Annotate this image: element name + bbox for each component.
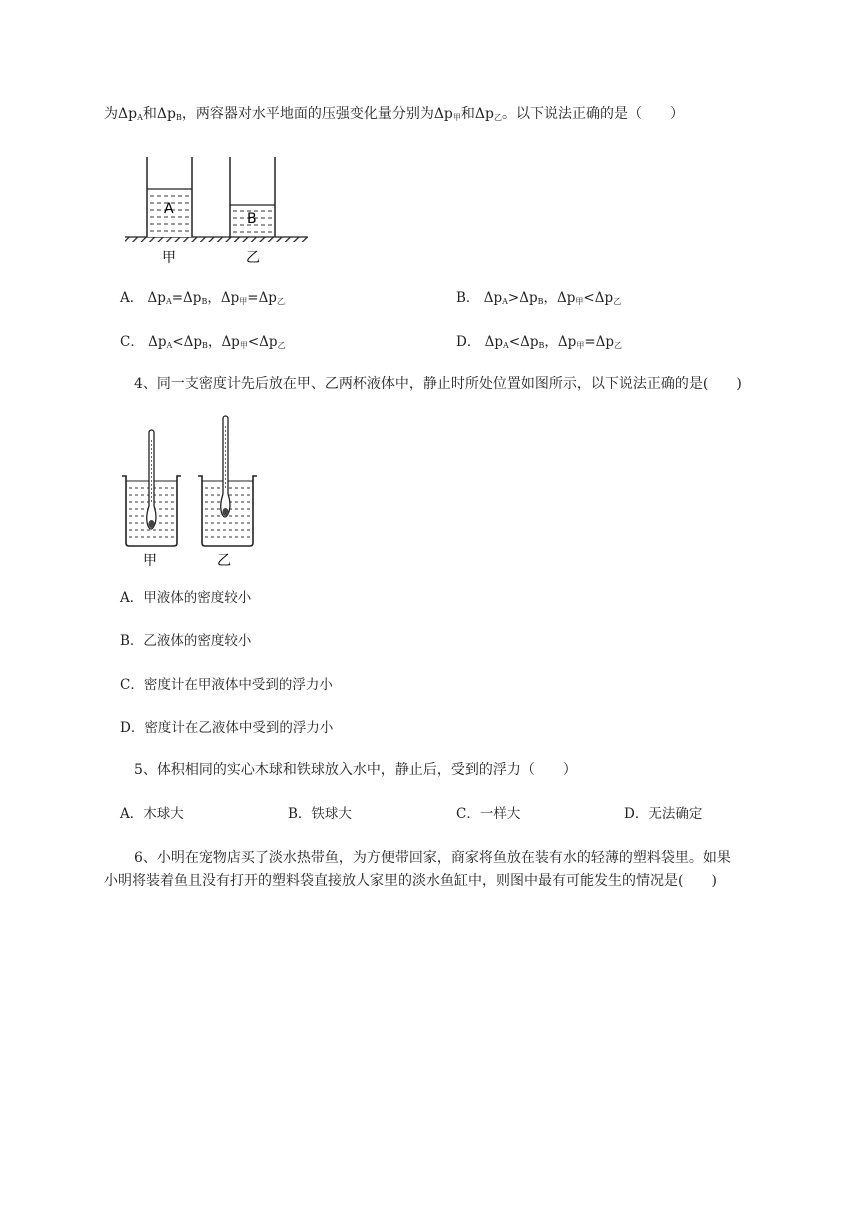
sub-a: A: [165, 297, 172, 306]
sub-b: B: [538, 341, 545, 350]
option-letter: A．: [120, 290, 144, 306]
dp: Δp: [595, 334, 615, 350]
q4-stem: 4、同一支密度计先后放在甲、乙两杯液体中，静止时所处位置如图所示，以下说法正确的是( ): [134, 376, 742, 392]
q6-stem-line1: 6、小明在宠物店买了淡水热带鱼，为方便带回家，商家将鱼放在装有水的轻薄的塑料袋里。如果: [134, 850, 731, 866]
dp: Δp: [483, 290, 503, 306]
stem-text: 。以下说法正确的是（ ）: [501, 106, 684, 122]
q4-option-c[interactable]: C．密度计在甲液体中受到的浮力小: [120, 677, 333, 693]
relation: <: [583, 290, 595, 306]
relation: <: [247, 334, 260, 350]
sub-a: A: [137, 113, 143, 122]
option-letter: B．: [456, 290, 480, 306]
sub-jia: 甲: [239, 297, 248, 306]
comma: ，: [543, 290, 558, 306]
q5-stem: 5、体积相同的实心木球和铁球放入水中，静止后，受到的浮力（ ）: [134, 762, 577, 778]
sub-b: B: [537, 297, 544, 306]
sub-jia: 甲: [575, 297, 584, 306]
q3-figure: [120, 152, 320, 267]
sub-a: A: [503, 341, 509, 350]
dp: Δp: [148, 334, 167, 350]
sub-yi: 乙: [277, 341, 286, 350]
relation: <: [508, 334, 521, 350]
sub-jia: 甲: [239, 341, 248, 350]
label-yi: 乙: [246, 250, 260, 266]
dp: Δp: [221, 334, 240, 350]
q3-option-d[interactable]: [456, 332, 622, 356]
q3-option-b[interactable]: [456, 288, 621, 312]
dp: Δp: [147, 290, 166, 306]
sub-b: B: [175, 113, 182, 122]
dp: Δp: [557, 334, 577, 350]
dp: Δp: [594, 290, 614, 306]
dp: Δp: [259, 334, 278, 350]
sub-a: A: [166, 341, 173, 350]
dp: Δp: [183, 334, 203, 350]
q5-option-b[interactable]: B．铁球大: [288, 806, 352, 822]
q5-option-c[interactable]: C．一样大: [456, 806, 521, 822]
sub-a: A: [502, 297, 508, 306]
dp: Δp: [258, 290, 277, 306]
relation: =: [247, 290, 259, 306]
q3-option-c[interactable]: [120, 332, 286, 356]
option-letter: D．: [456, 334, 481, 350]
sub-b: B: [201, 297, 208, 306]
q5-option-a[interactable]: A．木球大: [120, 806, 184, 822]
q3-option-a[interactable]: [120, 288, 285, 312]
option-letter: C．: [120, 334, 144, 350]
q4-option-d[interactable]: D．密度计在乙液体中受到的浮力小: [120, 720, 334, 736]
container-b-label: B: [247, 211, 257, 227]
stem-text: 和Δp: [460, 106, 494, 122]
q5-option-d[interactable]: D．无法确定: [624, 806, 703, 822]
sub-b: B: [202, 341, 208, 350]
stem-text: ，两容器对水平地面的压强变化量分别为Δp: [181, 106, 453, 122]
label-jia: 甲: [162, 250, 176, 266]
q6-stem-line2: 小明将装着鱼且没有打开的塑料袋直接放人家里的淡水鱼缸中，则图中最有可能发生的情况是( ): [104, 873, 717, 889]
sub-yi: 乙: [613, 297, 622, 306]
relation: >: [507, 290, 520, 306]
dp: Δp: [484, 334, 504, 350]
relation: =: [584, 334, 596, 350]
dp: Δp: [519, 290, 538, 306]
sub-jia: 甲: [452, 113, 461, 122]
sub-yi: 乙: [614, 341, 623, 350]
label-jia: 甲: [143, 553, 157, 569]
comma: ，: [207, 290, 221, 306]
q4-figure: [118, 410, 288, 570]
sub-yi: 乙: [276, 297, 285, 306]
container-a-label: A: [164, 201, 174, 217]
label-yi: 乙: [217, 553, 231, 569]
sub-yi: 乙: [493, 113, 502, 122]
relation: <: [172, 334, 184, 350]
comma: ，: [544, 334, 558, 350]
stem-text: 和Δp: [142, 106, 176, 122]
dp: Δp: [220, 290, 240, 306]
q3-stem: [104, 104, 684, 128]
stem-text: 为Δp: [104, 106, 138, 122]
sub-jia: 甲: [576, 341, 585, 350]
relation: =: [171, 290, 184, 306]
dp: Δp: [183, 290, 202, 306]
q4-option-b[interactable]: B．乙液体的密度较小: [120, 633, 252, 649]
comma: ，: [207, 334, 222, 350]
dp: Δp: [557, 290, 576, 306]
q4-option-a[interactable]: A．甲液体的密度较小: [120, 590, 252, 606]
dp: Δp: [520, 334, 539, 350]
